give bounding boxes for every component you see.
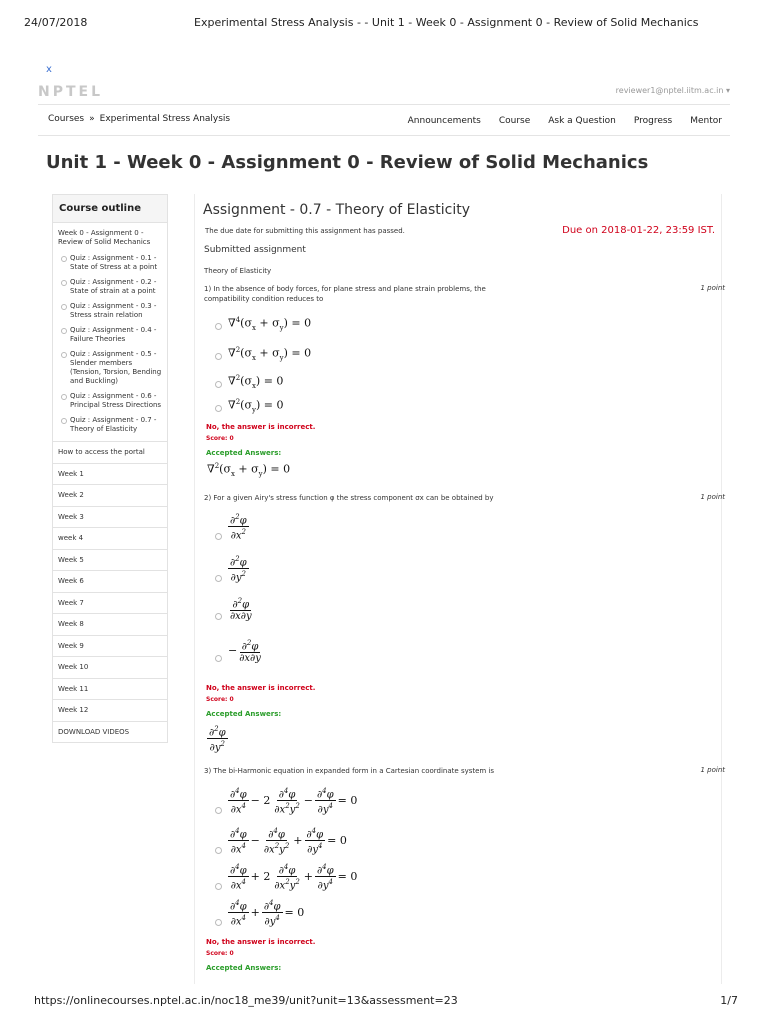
question-2-option-c[interactable] bbox=[215, 596, 254, 622]
status-circle-icon bbox=[61, 328, 67, 334]
nav-progress[interactable]: Progress bbox=[633, 116, 673, 126]
radio-button[interactable] bbox=[215, 613, 222, 620]
nptel-logo[interactable]: NPTEL bbox=[38, 84, 104, 100]
sidebar-item-week-9[interactable]: Week 9 bbox=[53, 635, 167, 657]
sidebar-item-week-10[interactable]: Week 10 bbox=[53, 656, 167, 678]
radio-button[interactable] bbox=[215, 353, 222, 360]
print-page-number: 1/7 bbox=[720, 994, 738, 1007]
quiz-label: Quiz : Assignment - 0.3 - Stress strain relation bbox=[70, 302, 157, 319]
radio-button[interactable] bbox=[215, 381, 222, 388]
question-1-text: 1) In the absence of body forces, for plane stress and plane strain problems, the compatibility condition reduces to bbox=[204, 285, 486, 303]
sidebar-item-portal-help[interactable]: How to access the portal bbox=[53, 441, 167, 463]
sidebar-item-week-8[interactable]: Week 8 bbox=[53, 613, 167, 635]
sidebar-item-week-11[interactable]: Week 11 bbox=[53, 678, 167, 700]
print-date: 24/07/2018 bbox=[24, 16, 88, 29]
status-circle-icon bbox=[61, 418, 67, 424]
equation: $\nabla^2(\sigma_x + \sigma_y) = 0$ bbox=[228, 346, 312, 362]
sidebar-quiz-item[interactable] bbox=[53, 323, 167, 347]
print-header bbox=[24, 16, 744, 32]
equation: $\frac{\partial^2\varphi}{\partial y^2}$ bbox=[230, 555, 247, 584]
equation: $\frac{\partial^2\varphi}{\partial x\partial y}$ bbox=[230, 597, 252, 623]
question-2-feedback: No, the answer is incorrect. bbox=[206, 684, 316, 692]
question-3-option-a[interactable] bbox=[215, 786, 359, 816]
due-note: The due date for submitting this assignment has passed. bbox=[205, 227, 405, 235]
equation: − $\frac{\partial^2\varphi}{\partial x\partial y}$ bbox=[228, 639, 261, 665]
radio-button[interactable] bbox=[215, 847, 222, 854]
question-1-option-d[interactable] bbox=[215, 398, 283, 414]
radio-button[interactable] bbox=[215, 807, 222, 814]
question-1-option-c[interactable] bbox=[215, 374, 283, 390]
question-1-accepted-label: Accepted Answers: bbox=[206, 449, 282, 457]
sidebar-item-download-videos[interactable]: DOWNLOAD VIDEOS bbox=[53, 721, 167, 743]
page-title: Unit 1 - Week 0 - Assignment 0 - Review of Solid Mechanics bbox=[46, 152, 649, 173]
quiz-label: Quiz : Assignment - 0.5 - Slender members (Tension, Torsion, Bending and Buckling) bbox=[70, 350, 162, 385]
question-1-points: 1 point bbox=[700, 284, 725, 292]
breadcrumb-courses[interactable]: Courses bbox=[48, 114, 85, 124]
sidebar-quiz-item[interactable] bbox=[53, 413, 167, 437]
equation: $\frac{\partial^4\varphi}{\partial x^4}$ + $\frac{\partial^4\varphi}{\partial y^4}$ = 0 bbox=[230, 899, 305, 928]
radio-button[interactable] bbox=[215, 575, 222, 582]
sidebar-quiz-item[interactable] bbox=[53, 299, 167, 323]
nav-announcements[interactable]: Announcements bbox=[407, 116, 481, 126]
sidebar-quiz-item[interactable] bbox=[53, 251, 167, 275]
radio-button[interactable] bbox=[215, 655, 222, 662]
sidebar-item-week-4[interactable]: week 4 bbox=[53, 527, 167, 549]
question-1-feedback: No, the answer is incorrect. bbox=[206, 423, 316, 431]
status-circle-icon bbox=[61, 256, 67, 262]
equation: $\frac{\partial^2\varphi}{\partial x^2}$ bbox=[230, 513, 247, 542]
quiz-label: Quiz : Assignment - 0.1 - State of Stress at a point bbox=[70, 254, 158, 271]
sidebar-item-week-7[interactable]: Week 7 bbox=[53, 592, 167, 614]
section-label: Theory of Elasticity bbox=[204, 267, 272, 275]
question-1-accepted-answer: $\nabla^2(\sigma_x + \sigma_y) = 0$ bbox=[207, 462, 291, 478]
course-nav bbox=[408, 116, 722, 126]
question-2-option-a[interactable] bbox=[215, 512, 249, 542]
question-3-text: 3) The bi-Harmonic equation in expanded form in a Cartesian coordinate system is bbox=[204, 767, 495, 775]
quiz-label: Quiz : Assignment - 0.6 - Principal Stress Directions bbox=[70, 392, 162, 409]
breadcrumb bbox=[48, 114, 230, 124]
sidebar-current-unit[interactable]: Week 0 - Assignment 0 - Review of Solid Mechanics bbox=[58, 229, 151, 246]
question-3-option-c[interactable] bbox=[215, 862, 359, 892]
radio-button[interactable] bbox=[215, 533, 222, 540]
radio-button[interactable] bbox=[215, 405, 222, 412]
question-2-option-d[interactable] bbox=[215, 638, 263, 664]
question-3-feedback: No, the answer is incorrect. bbox=[206, 938, 316, 946]
sidebar-item-week-5[interactable]: Week 5 bbox=[53, 549, 167, 571]
sidebar-heading: Course outline bbox=[53, 195, 167, 223]
assignment-panel bbox=[194, 194, 725, 984]
equation: $\nabla^2(\sigma_x) = 0$ bbox=[228, 374, 284, 390]
user-menu[interactable]: reviewer1@nptel.iitm.ac.in ▾ bbox=[615, 86, 730, 95]
question-2-accepted-label: Accepted Answers: bbox=[206, 710, 282, 718]
question-1-option-b[interactable] bbox=[215, 346, 311, 362]
sidebar-item-week-1[interactable]: Week 1 bbox=[53, 463, 167, 485]
status-circle-icon bbox=[61, 394, 67, 400]
radio-button[interactable] bbox=[215, 323, 222, 330]
nav-mentor[interactable]: Mentor bbox=[690, 116, 722, 126]
print-footer bbox=[34, 994, 738, 1010]
print-doc-title: Experimental Stress Analysis - - Unit 1 - Week 0 - Assignment 0 - Review of Solid Mechanics bbox=[194, 16, 699, 29]
question-2-text: 2) For a given Airy's stress function φ the stress component σx can be obtained by bbox=[204, 494, 494, 502]
equation: $\frac{\partial^4\varphi}{\partial x^4}$ − $\frac{\partial^4\varphi}{\partial x^2y^2}$ + $\frac{\partial^4\varphi}{\partial y^4}$ = 0 bbox=[230, 827, 347, 856]
nav-bar bbox=[38, 108, 730, 136]
question-1-option-a[interactable] bbox=[215, 316, 311, 332]
question-1-score: Score: 0 bbox=[206, 435, 234, 442]
submission-status: Submitted assignment bbox=[204, 245, 306, 255]
sidebar-item-week-3[interactable]: Week 3 bbox=[53, 506, 167, 528]
close-icon[interactable]: x bbox=[46, 64, 52, 75]
print-url: https://onlinecourses.nptel.ac.in/noc18_me39/unit?unit=13&assessment=23 bbox=[34, 994, 458, 1007]
status-circle-icon bbox=[61, 280, 67, 286]
radio-button[interactable] bbox=[215, 883, 222, 890]
quiz-label: Quiz : Assignment - 0.2 - State of strain at a point bbox=[70, 278, 157, 295]
radio-button[interactable] bbox=[215, 919, 222, 926]
nav-course[interactable]: Course bbox=[498, 116, 531, 126]
sidebar-item-week-12[interactable]: Week 12 bbox=[53, 699, 167, 721]
question-3-option-b[interactable] bbox=[215, 826, 349, 856]
nav-ask-question[interactable]: Ask a Question bbox=[548, 116, 616, 126]
sidebar-quiz-item[interactable] bbox=[53, 347, 167, 389]
question-3-points: 1 point bbox=[700, 766, 725, 774]
equation: $\nabla^4(\sigma_x + \sigma_y) = 0$ bbox=[228, 316, 312, 332]
header-divider bbox=[38, 104, 730, 105]
equation: $\frac{\partial^4\varphi}{\partial x^4}$ − 2 $\frac{\partial^4\varphi}{\partial x^2y^2}$ − $\frac{\partial^4\varphi}{\partial y^4}$ = 0 bbox=[230, 787, 358, 816]
sidebar-item-week-2[interactable]: Week 2 bbox=[53, 484, 167, 506]
breadcrumb-separator: » bbox=[89, 114, 95, 124]
quiz-label: Quiz : Assignment - 0.7 - Theory of Elasticity bbox=[70, 416, 157, 433]
sidebar-quiz-item[interactable] bbox=[53, 389, 167, 413]
question-2-score: Score: 0 bbox=[206, 696, 234, 703]
question-3-score: Score: 0 bbox=[206, 950, 234, 957]
sidebar-item-week-6[interactable]: Week 6 bbox=[53, 570, 167, 592]
sidebar-quiz-item[interactable] bbox=[53, 275, 167, 299]
question-2-points: 1 point bbox=[700, 493, 725, 501]
quiz-label: Quiz : Assignment - 0.4 - Failure Theories bbox=[70, 326, 157, 343]
equation: $\frac{\partial^4\varphi}{\partial x^4}$ + 2 $\frac{\partial^4\varphi}{\partial x^2y^2}$ + $\frac{\partial^4\varphi}{\partial y^4}$ = 0 bbox=[230, 863, 358, 892]
status-circle-icon bbox=[61, 304, 67, 310]
question-2-accepted-answer: $\frac{\partial^2\varphi}{\partial y^2}$ bbox=[209, 725, 226, 754]
equation: $\nabla^2(\sigma_y) = 0$ bbox=[228, 398, 284, 414]
due-date: Due on 2018-01-22, 23:59 IST. bbox=[562, 225, 715, 236]
breadcrumb-course[interactable]: Experimental Stress Analysis bbox=[99, 114, 231, 124]
question-3-option-d[interactable] bbox=[215, 898, 306, 928]
assignment-title: Assignment - 0.7 - Theory of Elasticity bbox=[203, 202, 470, 218]
question-3-accepted-label: Accepted Answers: bbox=[206, 964, 282, 972]
course-outline-sidebar bbox=[52, 194, 168, 743]
status-circle-icon bbox=[61, 352, 67, 358]
question-2-option-b[interactable] bbox=[215, 554, 249, 584]
